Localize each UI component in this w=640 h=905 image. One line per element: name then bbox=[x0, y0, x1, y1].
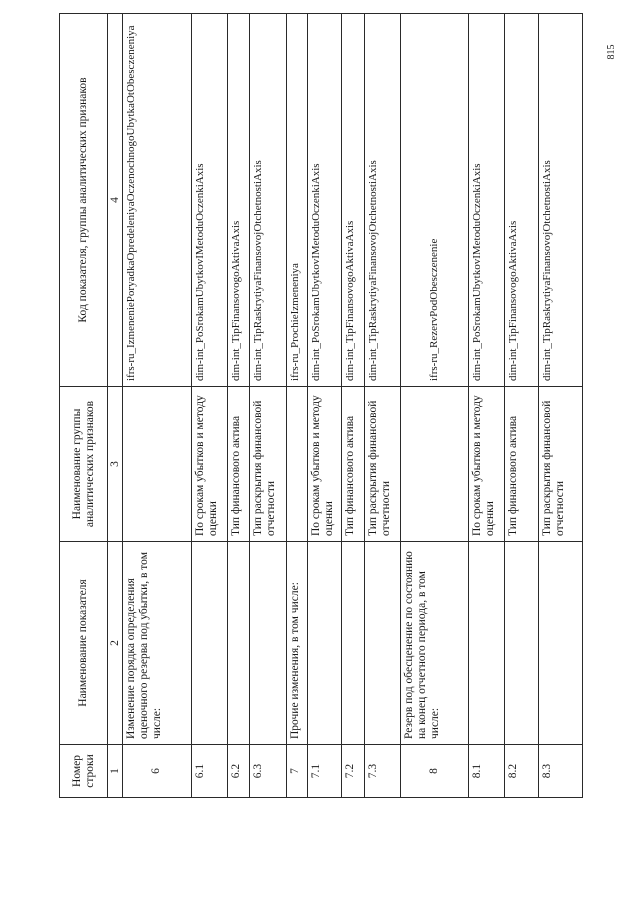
column-number-2: 2 bbox=[108, 542, 123, 745]
indicator-code: dim-int_PoSrokamUbytkovIMetoduOczenkiAxis bbox=[308, 14, 342, 387]
indicator-code: dim-int_TipFinansovogoAktivaAxis bbox=[505, 14, 538, 387]
indicator-code: dim-int_TipRaskrytiyaFinansovojOtchetnostiAxis bbox=[538, 14, 582, 387]
group-name bbox=[123, 387, 192, 542]
indicator-name bbox=[364, 542, 401, 745]
header-row-no: Номер строки bbox=[60, 745, 108, 798]
group-name: По срокам убытков и методу оценки bbox=[308, 387, 342, 542]
column-number-row bbox=[108, 14, 123, 798]
group-name bbox=[401, 387, 469, 542]
group-name: Тип финансового актива bbox=[505, 387, 538, 542]
row-number: 6.1 bbox=[191, 745, 228, 798]
row-number: 8.1 bbox=[468, 745, 505, 798]
header-indicator-name: Наименование показателя bbox=[60, 542, 108, 745]
indicator-name bbox=[308, 542, 342, 745]
row-number: 7 bbox=[287, 745, 308, 798]
table-row bbox=[364, 14, 401, 798]
indicator-code: ifrs-ru_IzmeneniePoryadkaOpredeleniyaOczenochnogoUbytkaOtObesczeneniya bbox=[123, 14, 192, 387]
row-number: 7.2 bbox=[342, 745, 364, 798]
group-name: По срокам убытков и методу оценки bbox=[468, 387, 505, 542]
header-group-name: Наименование группы аналитических признаков bbox=[60, 387, 108, 542]
table-row bbox=[401, 14, 469, 798]
column-number-1: 1 bbox=[108, 745, 123, 798]
header-code: Код показателя, группы аналитических признаков bbox=[60, 14, 108, 387]
page-number: 815 bbox=[606, 44, 617, 60]
indicator-code: dim-int_TipRaskrytiyaFinansovojOtchetnostiAxis bbox=[250, 14, 287, 387]
group-name: Тип финансового актива bbox=[228, 387, 250, 542]
indicators-table bbox=[59, 13, 583, 798]
table-row bbox=[191, 14, 228, 798]
indicator-name bbox=[505, 542, 538, 745]
indicator-name bbox=[250, 542, 287, 745]
table-row bbox=[538, 14, 582, 798]
row-number: 7.1 bbox=[308, 745, 342, 798]
row-number: 8.2 bbox=[505, 745, 538, 798]
row-number: 6 bbox=[123, 745, 192, 798]
indicator-code: dim-int_TipFinansovogoAktivaAxis bbox=[342, 14, 364, 387]
row-number: 7.3 bbox=[364, 745, 401, 798]
table-row bbox=[342, 14, 364, 798]
indicator-name bbox=[228, 542, 250, 745]
group-name: Тип раскрытия финансовой отчетности bbox=[538, 387, 582, 542]
group-name bbox=[287, 387, 308, 542]
indicator-code: ifrs-ru_RezervPodObesczenenie bbox=[401, 14, 469, 387]
row-number: 6.3 bbox=[250, 745, 287, 798]
group-name: Тип раскрытия финансовой отчетности bbox=[250, 387, 287, 542]
indicator-name bbox=[468, 542, 505, 745]
table-row bbox=[287, 14, 308, 798]
row-number: 8 bbox=[401, 745, 469, 798]
row-number: 6.2 bbox=[228, 745, 250, 798]
group-name: Тип финансового актива bbox=[342, 387, 364, 542]
table-row bbox=[505, 14, 538, 798]
table-row bbox=[250, 14, 287, 798]
indicator-name: Резерв под обесценение по состоянию на конец отчетного периода, в том числе: bbox=[401, 542, 469, 745]
indicator-code: dim-int_PoSrokamUbytkovIMetoduOczenkiAxis bbox=[191, 14, 228, 387]
indicator-name bbox=[538, 542, 582, 745]
indicator-code: dim-int_TipFinansovogoAktivaAxis bbox=[228, 14, 250, 387]
indicator-name bbox=[191, 542, 228, 745]
rotated-table-container bbox=[59, 14, 583, 798]
indicator-code: ifrs-ru_ProchieIzmeneniya bbox=[287, 14, 308, 387]
group-name: Тип раскрытия финансовой отчетности bbox=[364, 387, 401, 542]
table-row bbox=[308, 14, 342, 798]
indicator-name bbox=[342, 542, 364, 745]
column-number-3: 3 bbox=[108, 387, 123, 542]
header-row bbox=[60, 14, 108, 798]
indicator-code: dim-int_TipRaskrytiyaFinansovojOtchetnostiAxis bbox=[364, 14, 401, 387]
indicator-name: Изменение порядка определения оценочного резерва под убытки, в том числе: bbox=[123, 542, 192, 745]
table-row bbox=[468, 14, 505, 798]
table-row bbox=[228, 14, 250, 798]
column-number-4: 4 bbox=[108, 14, 123, 387]
table-row bbox=[123, 14, 192, 798]
row-number: 8.3 bbox=[538, 745, 582, 798]
group-name: По срокам убытков и методу оценки bbox=[191, 387, 228, 542]
indicator-code: dim-int_PoSrokamUbytkovIMetoduOczenkiAxis bbox=[468, 14, 505, 387]
indicator-name: Прочие изменения, в том числе: bbox=[287, 542, 308, 745]
